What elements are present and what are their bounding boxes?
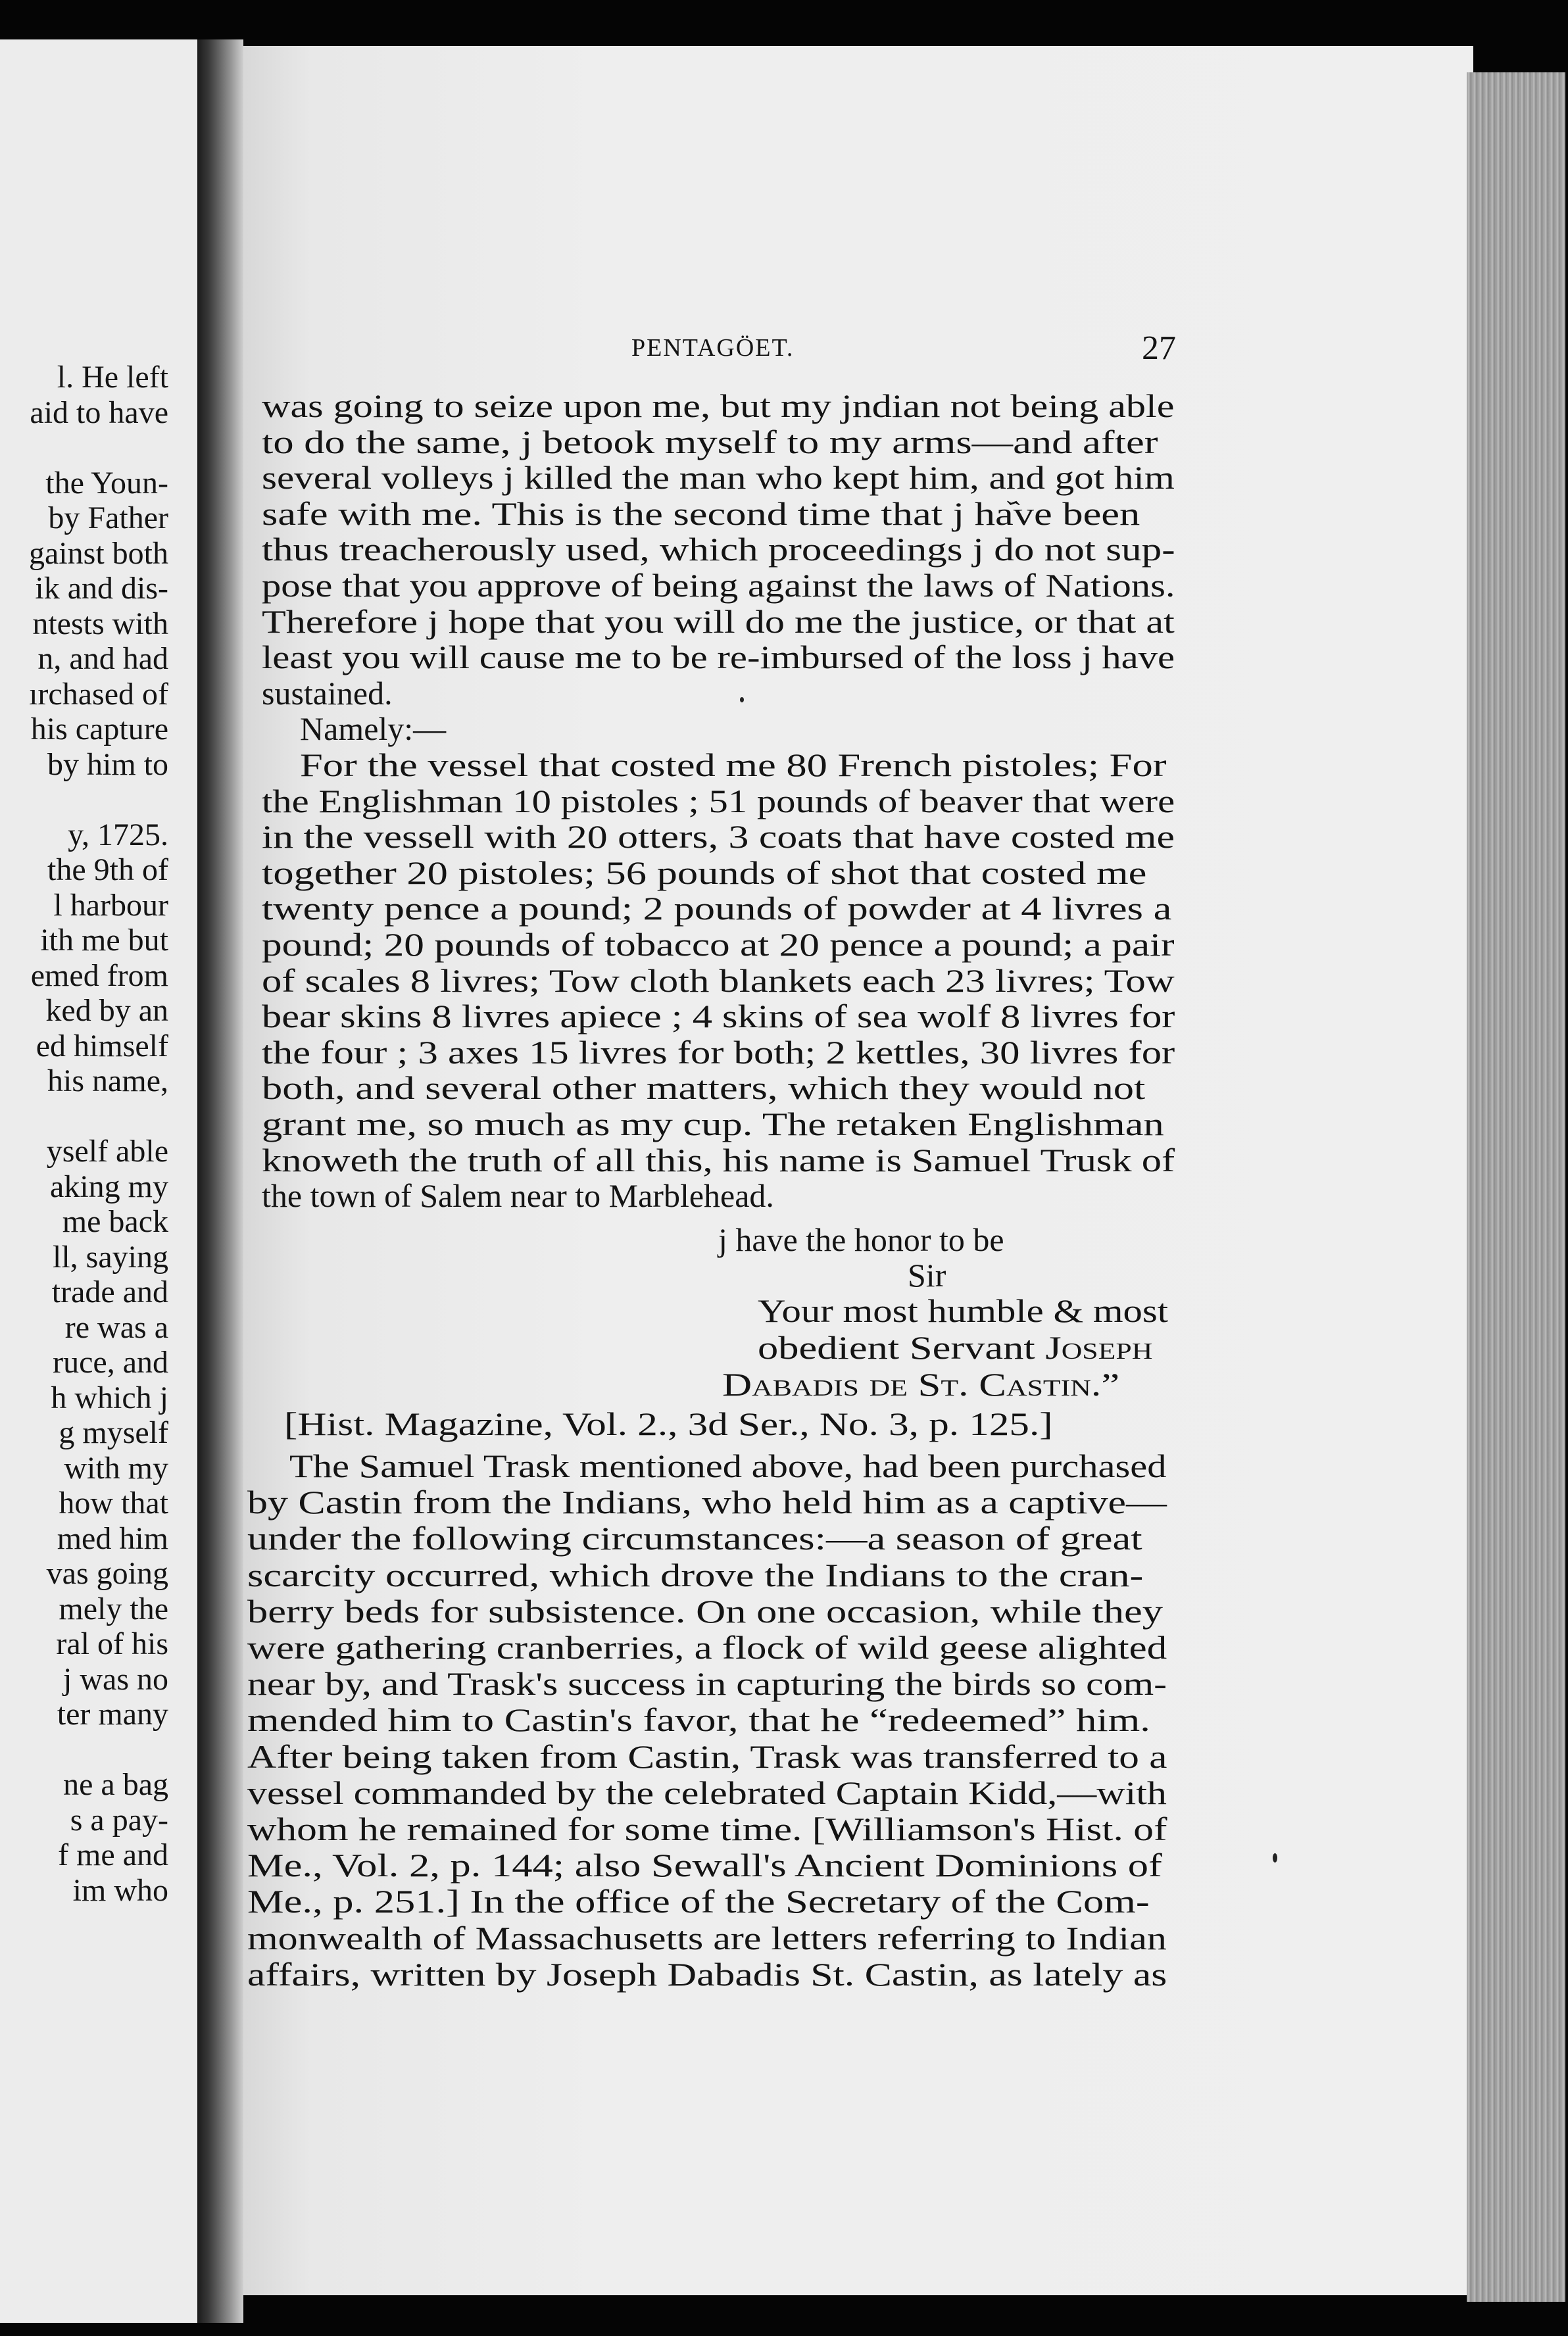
letter-line: to do the same, j betook myself to my arms—and after	[262, 423, 1158, 460]
letter-line: both, and several other matters, which they would not	[262, 1069, 1146, 1107]
commentary-line: monwealth of Massachusetts are letters referring to Indian	[247, 1919, 1167, 1957]
left-page-line: g myself	[59, 1415, 168, 1450]
left-page-line: ked by an	[45, 993, 168, 1028]
letter-line: the Englishman 10 pistoles ; 51 pounds of beaver that were	[262, 782, 1175, 819]
letter-line: of scales 8 livres; Tow cloth blankets each 23 livres; Tow	[262, 961, 1175, 999]
commentary-line: Me., Vol. 2, p. 144; also Sewall's Ancient Dominions of	[247, 1847, 1162, 1884]
left-page-line: f me and	[58, 1837, 168, 1872]
left-page-line: h which j	[51, 1380, 168, 1415]
left-page-line: ed himself	[36, 1028, 168, 1063]
left-page-line: how that	[59, 1486, 168, 1521]
signature-line: Dabadis de St. Castin.”	[722, 1366, 1120, 1403]
dust-speck	[1273, 1853, 1277, 1862]
commentary-line: were gathering cranberries, a flock of wild geese alighted	[247, 1629, 1167, 1666]
left-page-line: ll, saying	[53, 1239, 168, 1275]
letter-line: pound; 20 pounds of tobacco at 20 pence a pound; a pair	[262, 926, 1175, 963]
left-page-line: me back	[62, 1204, 168, 1239]
left-page-line: ral of his	[56, 1626, 168, 1661]
left-page-line: trade and	[51, 1275, 168, 1309]
commentary-line: The Samuel Trask mentioned above, had been purchased	[289, 1448, 1167, 1484]
left-page-line: j was no	[63, 1661, 168, 1697]
signature-line: Your most humble & most	[758, 1292, 1169, 1329]
left-page-line: ik and dis-	[35, 571, 168, 606]
left-page-line: ne a bag	[63, 1767, 168, 1802]
left-page-line: vas going	[46, 1556, 168, 1591]
left-page-line: his capture	[30, 712, 168, 746]
closing-line: Sir	[908, 1257, 946, 1294]
left-page-line: med him	[57, 1521, 168, 1556]
left-page-line: n, and had	[37, 641, 168, 676]
commentary-line: scarcity occurred, which drove the Indians to the cran-	[247, 1556, 1144, 1594]
left-page-line: gainst both	[29, 535, 168, 571]
left-page-line: emed from	[30, 958, 168, 993]
letter-line: least you will cause me to be re-imbursed of the loss j have	[262, 639, 1175, 676]
commentary-line: affairs, written by Joseph Dabadis St. Castin, as lately as	[247, 1955, 1167, 1993]
letter-line: the four ; 3 axes 15 livres for both; 2 kettles, 30 livres for	[262, 1033, 1175, 1071]
letter-line: the town of Salem near to Marblehead.	[262, 1177, 774, 1215]
left-page-line: ith me but	[40, 923, 168, 958]
left-page-line: ruce, and	[53, 1345, 168, 1380]
left-page-line: by him to	[47, 746, 168, 782]
page-edges	[1467, 72, 1565, 2302]
citation: [Hist. Magazine, Vol. 2., 3d Ser., No. 3, p. 125.]	[284, 1405, 1053, 1442]
commentary-line: near by, and Trask's success in capturing the birds so com-	[247, 1665, 1167, 1703]
closing-line: j have the honor to be	[718, 1221, 1004, 1258]
left-page-line: aid to have	[30, 395, 168, 430]
left-page-line: yself able	[46, 1134, 168, 1169]
commentary-line: Me., p. 251.] In the office of the Secretary of the Com-	[247, 1883, 1150, 1920]
left-page-line: l harbour	[53, 887, 168, 923]
left-page-line: with my	[64, 1450, 168, 1486]
left-page-line: ırchased of	[29, 676, 168, 712]
left-page-line: mely the	[59, 1591, 168, 1626]
letter-line: in the vessell with 20 otters, 3 coats that have costed me	[262, 818, 1175, 856]
left-page-line: ntests with	[32, 606, 168, 641]
commentary-line: whom he remained for some time. [Williamson's Hist. of	[247, 1811, 1167, 1847]
left-page-line: s a pay-	[70, 1802, 168, 1837]
letter-line: knoweth the truth of all this, his name is Samuel Trusk of	[262, 1141, 1175, 1179]
letter-line: several volleys j killed the man who kept him, and got him	[262, 459, 1175, 497]
left-page-line: ter many	[57, 1697, 168, 1732]
signature-line: obedient Servant Joseph	[758, 1329, 1153, 1366]
left-page-line: by Father	[48, 500, 168, 535]
letter-line: safe with me. This is the second time that j ha᷈ve been	[262, 495, 1140, 532]
letter-line: Therefore j hope that you will do me the justice, or that at	[262, 602, 1175, 640]
letter-line: For the vessel that costed me 80 French pistoles; For	[300, 746, 1167, 783]
commentary-line: by Castin from the Indians, who held him as a captive—	[247, 1484, 1167, 1521]
left-page-line: l. He left	[57, 360, 168, 395]
left-page-line: his name,	[47, 1063, 168, 1098]
left-page-line: re was a	[64, 1309, 168, 1345]
letter-line: grant me, so much as my cup. The retaken Englishman	[262, 1106, 1164, 1142]
left-page-line: the Youn-	[45, 465, 168, 500]
letter-line: sustained.	[262, 674, 393, 712]
commentary-line: After being taken from Castin, Trask was transferred to a	[247, 1738, 1167, 1775]
commentary-line: under the following circumstances:—a season of great	[247, 1520, 1142, 1557]
running-head: PENTAGÖET.	[631, 334, 795, 362]
book-gutter	[197, 39, 243, 2323]
left-page-line: the 9th of	[47, 852, 168, 887]
left-page-line: im who	[72, 1872, 168, 1908]
letter-line: thus treacherously used, which proceedings j do not sup-	[262, 531, 1175, 568]
letter-line: pose that you approve of being against the laws of Nations.	[262, 567, 1175, 604]
commentary-line: vessel commanded by the celebrated Captain Kidd,—with	[247, 1774, 1167, 1811]
left-page-line: aking my	[50, 1169, 168, 1204]
commentary-line: berry beds for subsistence. On one occasion, while they	[247, 1592, 1163, 1630]
page-number: 27	[1142, 329, 1176, 367]
letter-line: together 20 pistoles; 56 pounds of shot that costed me	[262, 854, 1147, 891]
letter-line: bear skins 8 livres apiece ; 4 skins of sea wolf 8 livres for	[262, 998, 1175, 1035]
dust-speck	[740, 697, 744, 702]
left-facing-page	[0, 39, 209, 2323]
letter-line: Namely:—	[300, 710, 447, 748]
letter-line: twenty pence a pound; 2 pounds of powder at 4 livres a	[262, 890, 1172, 927]
commentary-line: mended him to Castin's favor, that he “redeemed” him.	[247, 1701, 1150, 1739]
left-page-line: y, 1725.	[68, 817, 168, 852]
letter-line: was going to seize upon me, but my jndian not being able	[262, 387, 1175, 424]
